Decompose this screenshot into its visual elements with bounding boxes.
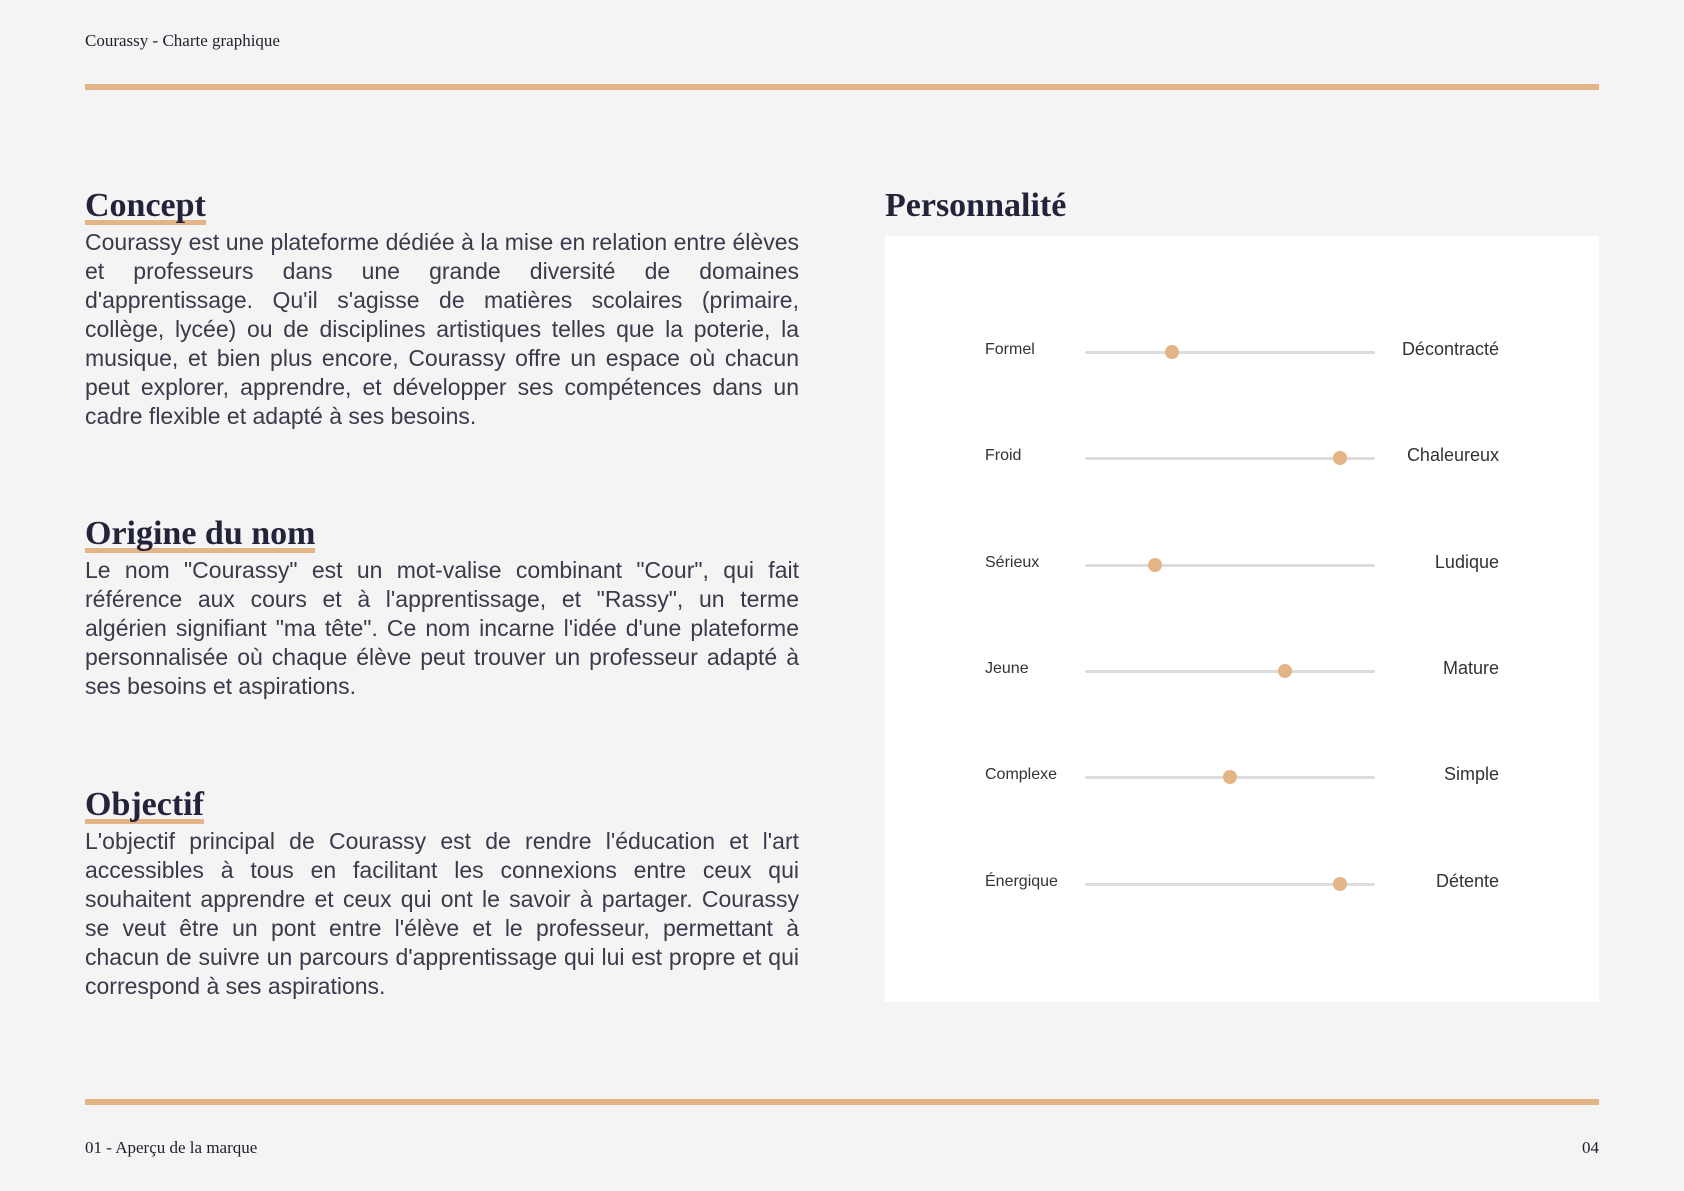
slider-left-label: Jeune bbox=[985, 659, 1029, 677]
slider-track bbox=[1085, 457, 1375, 460]
slider-right-label: Simple bbox=[1443, 764, 1499, 785]
slider-track bbox=[1085, 351, 1375, 354]
section-title: Concept bbox=[85, 184, 206, 228]
slider-knob bbox=[1223, 770, 1237, 784]
slider-right-label: Mature bbox=[1442, 657, 1499, 678]
personality-card bbox=[885, 236, 1599, 1002]
footer-divider bbox=[85, 1099, 1599, 1105]
slider-left-label: Formel bbox=[985, 341, 1035, 358]
personality-slider bbox=[885, 337, 1599, 367]
personality-slider bbox=[885, 550, 1599, 580]
page-number: 04 bbox=[1582, 1138, 1599, 1157]
section-concept bbox=[85, 184, 799, 431]
slider-track bbox=[1085, 883, 1375, 886]
slider-right-label: Détente bbox=[1435, 870, 1499, 891]
footer-section: 01 - Aperçu de la marque bbox=[85, 1138, 258, 1157]
section-title: Origine du nom bbox=[85, 512, 315, 556]
section-objectif bbox=[85, 783, 799, 1001]
personality-title: Personnalité bbox=[885, 187, 1067, 224]
header-title: Courassy - Charte graphique bbox=[85, 31, 280, 50]
header-divider bbox=[85, 84, 1599, 90]
slider-right-label: Ludique bbox=[1434, 551, 1499, 572]
slider-track bbox=[1085, 776, 1375, 779]
personality-slider bbox=[885, 762, 1599, 792]
slider-left-label: Énergique bbox=[985, 872, 1058, 890]
section-text: Courassy est une plateforme dédiée à la mise en relation entre élèves et professeurs dans une grande diversité de domaines d'apprentissage. Qu'il s'agisse de matières scolaires (primaire, collège, lycée) ou de disciplines artistiques telles que la poterie, la musique, et bien plus encore, Courassy offre un espace où chacun peut explorer, apprendre, et développer ses compétences dans un cadre flexible et adapté à ses besoins. bbox=[85, 229, 799, 429]
slider-knob bbox=[1278, 664, 1292, 678]
slider-knob bbox=[1333, 877, 1347, 891]
personality-slider bbox=[885, 656, 1599, 686]
slider-left-label: Froid bbox=[985, 447, 1022, 465]
slider-knob bbox=[1333, 451, 1347, 465]
personality-slider bbox=[885, 443, 1599, 473]
slider-knob bbox=[1148, 558, 1162, 572]
slider-left-label: Sérieux bbox=[985, 553, 1040, 571]
slider-right-label: Décontracté bbox=[1401, 339, 1499, 359]
personality-slider bbox=[885, 869, 1599, 899]
slider-knob bbox=[1165, 345, 1179, 359]
slider-right-label: Chaleureux bbox=[1406, 445, 1499, 466]
slider-left-label: Complexe bbox=[985, 766, 1058, 784]
slider-track bbox=[1085, 564, 1375, 567]
section-origine bbox=[85, 512, 799, 701]
section-text: L'objectif principal de Courassy est de rendre l'éducation et l'art accessibles à tous en facilitant les connexions entre ceux qui souhaitent apprendre et ceux qui ont le savoir à partager. Courassy se veut être un pont entre l'élève et le professeur, permettant à chacun de suivre un parcours d'apprentissage qui lui est propre et qui correspond à ses aspirations. bbox=[85, 828, 799, 999]
slider-track bbox=[1085, 670, 1375, 673]
section-title: Objectif bbox=[85, 783, 204, 827]
section-text: Le nom "Courassy" est un mot-valise combinant "Cour", qui fait référence aux cours et à l'apprentissage, et "Rassy", un terme algérien signifiant "ma tête". Ce nom incarne l'idée d'une plateforme personnalisée où chaque élève peut trouver un professeur adapté à ses besoins et aspirations. bbox=[85, 557, 799, 699]
